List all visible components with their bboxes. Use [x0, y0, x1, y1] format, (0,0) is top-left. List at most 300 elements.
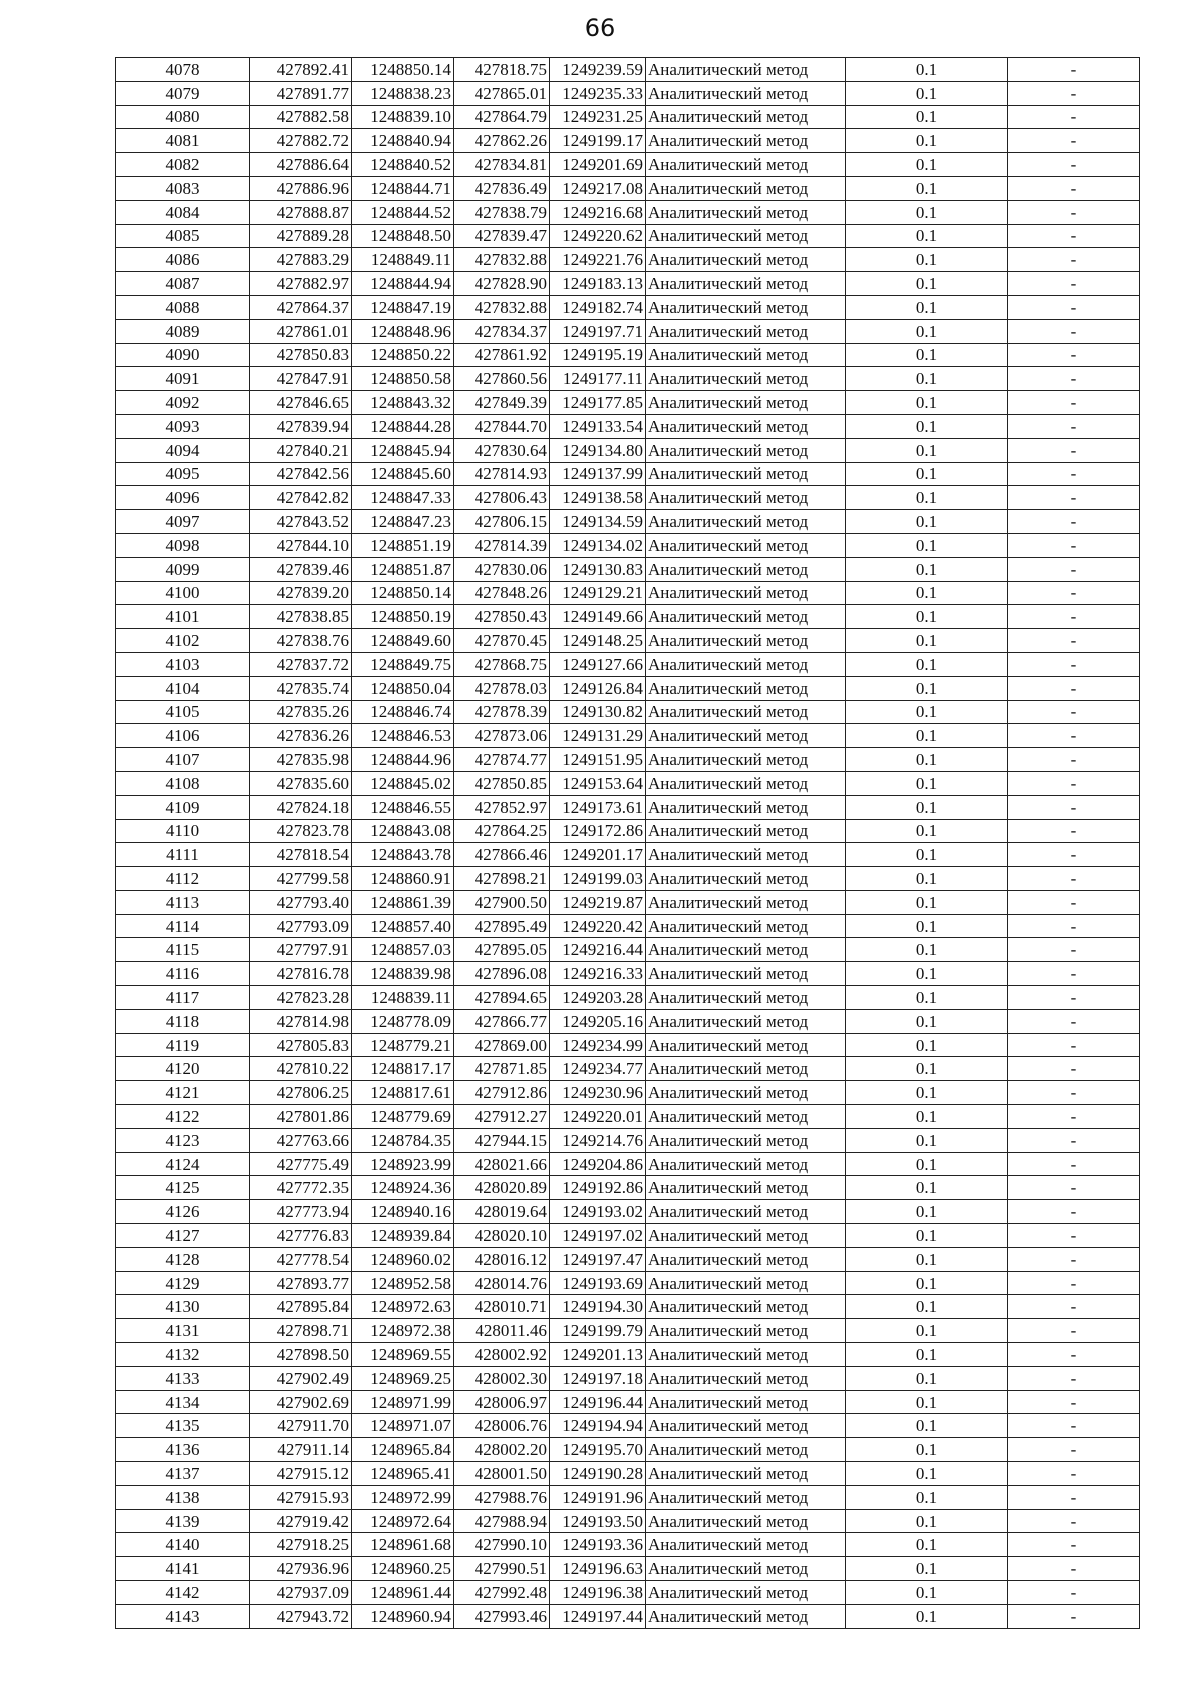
note-cell: - — [1008, 986, 1140, 1010]
point-number-cell: 4086 — [116, 248, 250, 272]
accuracy-cell: 0.1 — [846, 1009, 1008, 1033]
accuracy-cell: 0.1 — [846, 414, 1008, 438]
method-cell: Аналитический метод — [646, 510, 846, 534]
method-cell: Аналитический метод — [646, 486, 846, 510]
point-number-cell: 4138 — [116, 1485, 250, 1509]
table-row — [116, 248, 1140, 272]
y1-cell: 1248972.99 — [352, 1485, 454, 1509]
note-cell: - — [1008, 748, 1140, 772]
method-cell: Аналитический метод — [646, 1533, 846, 1557]
method-cell: Аналитический метод — [646, 319, 846, 343]
x1-cell: 427882.58 — [250, 105, 352, 129]
x2-cell: 427862.26 — [454, 129, 550, 153]
y2-cell: 1249205.16 — [550, 1009, 646, 1033]
x1-cell: 427915.93 — [250, 1485, 352, 1509]
y2-cell: 1249130.82 — [550, 700, 646, 724]
x1-cell: 427937.09 — [250, 1581, 352, 1605]
accuracy-cell: 0.1 — [846, 176, 1008, 200]
accuracy-cell: 0.1 — [846, 1485, 1008, 1509]
accuracy-cell: 0.1 — [846, 1247, 1008, 1271]
point-number-cell: 4111 — [116, 843, 250, 867]
point-number-cell: 4100 — [116, 581, 250, 605]
accuracy-cell: 0.1 — [846, 1081, 1008, 1105]
y1-cell: 1248961.68 — [352, 1533, 454, 1557]
table-row — [116, 319, 1140, 343]
x2-cell: 428021.66 — [454, 1152, 550, 1176]
table-row — [116, 676, 1140, 700]
x2-cell: 427849.39 — [454, 391, 550, 415]
point-number-cell: 4143 — [116, 1604, 250, 1628]
table-row — [116, 1462, 1140, 1486]
point-number-cell: 4141 — [116, 1557, 250, 1581]
x2-cell: 427990.10 — [454, 1533, 550, 1557]
accuracy-cell: 0.1 — [846, 295, 1008, 319]
accuracy-cell: 0.1 — [846, 1105, 1008, 1129]
y1-cell: 1248849.60 — [352, 629, 454, 653]
y2-cell: 1249134.80 — [550, 438, 646, 462]
x1-cell: 427810.22 — [250, 1057, 352, 1081]
accuracy-cell: 0.1 — [846, 391, 1008, 415]
note-cell: - — [1008, 462, 1140, 486]
x2-cell: 427830.64 — [454, 438, 550, 462]
method-cell: Аналитический метод — [646, 248, 846, 272]
y1-cell: 1248849.11 — [352, 248, 454, 272]
y2-cell: 1249193.36 — [550, 1533, 646, 1557]
accuracy-cell: 0.1 — [846, 700, 1008, 724]
note-cell: - — [1008, 1105, 1140, 1129]
y1-cell: 1248851.19 — [352, 533, 454, 557]
x2-cell: 427838.79 — [454, 200, 550, 224]
y1-cell: 1248844.71 — [352, 176, 454, 200]
table-row — [116, 581, 1140, 605]
x2-cell: 427866.77 — [454, 1009, 550, 1033]
y1-cell: 1248846.55 — [352, 795, 454, 819]
note-cell: - — [1008, 81, 1140, 105]
accuracy-cell: 0.1 — [846, 938, 1008, 962]
x2-cell: 428019.64 — [454, 1200, 550, 1224]
note-cell: - — [1008, 914, 1140, 938]
method-cell: Аналитический метод — [646, 605, 846, 629]
accuracy-cell: 0.1 — [846, 843, 1008, 867]
x2-cell: 427874.77 — [454, 748, 550, 772]
point-number-cell: 4098 — [116, 533, 250, 557]
point-number-cell: 4084 — [116, 200, 250, 224]
accuracy-cell: 0.1 — [846, 1604, 1008, 1628]
note-cell: - — [1008, 1390, 1140, 1414]
table-row — [116, 795, 1140, 819]
note-cell: - — [1008, 533, 1140, 557]
method-cell: Аналитический метод — [646, 533, 846, 557]
point-number-cell: 4113 — [116, 890, 250, 914]
x2-cell: 427814.93 — [454, 462, 550, 486]
point-number-cell: 4089 — [116, 319, 250, 343]
note-cell: - — [1008, 1319, 1140, 1343]
x2-cell: 427836.49 — [454, 176, 550, 200]
y2-cell: 1249133.54 — [550, 414, 646, 438]
x2-cell: 428016.12 — [454, 1247, 550, 1271]
method-cell: Аналитический метод — [646, 176, 846, 200]
accuracy-cell: 0.1 — [846, 581, 1008, 605]
coordinates-table — [115, 57, 1140, 1629]
accuracy-cell: 0.1 — [846, 248, 1008, 272]
table-row — [116, 510, 1140, 534]
x2-cell: 427850.85 — [454, 771, 550, 795]
accuracy-cell: 0.1 — [846, 748, 1008, 772]
x2-cell: 427878.39 — [454, 700, 550, 724]
point-number-cell: 4133 — [116, 1366, 250, 1390]
point-number-cell: 4119 — [116, 1033, 250, 1057]
accuracy-cell: 0.1 — [846, 81, 1008, 105]
y2-cell: 1249137.99 — [550, 462, 646, 486]
x2-cell: 427988.76 — [454, 1485, 550, 1509]
x1-cell: 427838.85 — [250, 605, 352, 629]
accuracy-cell: 0.1 — [846, 1414, 1008, 1438]
table-row — [116, 391, 1140, 415]
x1-cell: 427824.18 — [250, 795, 352, 819]
x2-cell: 427814.39 — [454, 533, 550, 557]
point-number-cell: 4081 — [116, 129, 250, 153]
point-number-cell: 4106 — [116, 724, 250, 748]
x1-cell: 427839.46 — [250, 557, 352, 581]
x2-cell: 427830.06 — [454, 557, 550, 581]
point-number-cell: 4102 — [116, 629, 250, 653]
note-cell: - — [1008, 724, 1140, 748]
x2-cell: 427900.50 — [454, 890, 550, 914]
accuracy-cell: 0.1 — [846, 890, 1008, 914]
x1-cell: 427886.96 — [250, 176, 352, 200]
y2-cell: 1249199.03 — [550, 867, 646, 891]
y1-cell: 1248847.33 — [352, 486, 454, 510]
note-cell: - — [1008, 1152, 1140, 1176]
y1-cell: 1248850.14 — [352, 581, 454, 605]
x2-cell: 427898.21 — [454, 867, 550, 891]
accuracy-cell: 0.1 — [846, 1343, 1008, 1367]
x1-cell: 427943.72 — [250, 1604, 352, 1628]
accuracy-cell: 0.1 — [846, 1057, 1008, 1081]
note-cell: - — [1008, 795, 1140, 819]
table-row — [116, 1105, 1140, 1129]
table-row — [116, 1033, 1140, 1057]
accuracy-cell: 0.1 — [846, 58, 1008, 82]
method-cell: Аналитический метод — [646, 962, 846, 986]
point-number-cell: 4078 — [116, 58, 250, 82]
note-cell: - — [1008, 867, 1140, 891]
point-number-cell: 4095 — [116, 462, 250, 486]
method-cell: Аналитический метод — [646, 1581, 846, 1605]
y2-cell: 1249216.68 — [550, 200, 646, 224]
method-cell: Аналитический метод — [646, 391, 846, 415]
x1-cell: 427835.26 — [250, 700, 352, 724]
note-cell: - — [1008, 153, 1140, 177]
accuracy-cell: 0.1 — [846, 1462, 1008, 1486]
y1-cell: 1248940.16 — [352, 1200, 454, 1224]
y2-cell: 1249151.95 — [550, 748, 646, 772]
method-cell: Аналитический метод — [646, 724, 846, 748]
x2-cell: 427868.75 — [454, 652, 550, 676]
point-number-cell: 4101 — [116, 605, 250, 629]
method-cell: Аналитический метод — [646, 1390, 846, 1414]
method-cell: Аналитический метод — [646, 224, 846, 248]
note-cell: - — [1008, 890, 1140, 914]
x1-cell: 427775.49 — [250, 1152, 352, 1176]
x1-cell: 427839.94 — [250, 414, 352, 438]
y1-cell: 1248849.75 — [352, 652, 454, 676]
accuracy-cell: 0.1 — [846, 819, 1008, 843]
y2-cell: 1249197.47 — [550, 1247, 646, 1271]
x1-cell: 427793.40 — [250, 890, 352, 914]
table-row — [116, 129, 1140, 153]
point-number-cell: 4135 — [116, 1414, 250, 1438]
method-cell: Аналитический метод — [646, 1105, 846, 1129]
point-number-cell: 4115 — [116, 938, 250, 962]
y2-cell: 1249239.59 — [550, 58, 646, 82]
accuracy-cell: 0.1 — [846, 1509, 1008, 1533]
method-cell: Аналитический метод — [646, 890, 846, 914]
table-row — [116, 1604, 1140, 1628]
table-row — [116, 1366, 1140, 1390]
accuracy-cell: 0.1 — [846, 533, 1008, 557]
note-cell: - — [1008, 224, 1140, 248]
table-row — [116, 605, 1140, 629]
point-number-cell: 4109 — [116, 795, 250, 819]
table-row — [116, 986, 1140, 1010]
table-row — [116, 1152, 1140, 1176]
x1-cell: 427882.97 — [250, 272, 352, 296]
table-row — [116, 200, 1140, 224]
note-cell: - — [1008, 1557, 1140, 1581]
x2-cell: 428002.92 — [454, 1343, 550, 1367]
x2-cell: 428020.89 — [454, 1176, 550, 1200]
point-number-cell: 4080 — [116, 105, 250, 129]
point-number-cell: 4108 — [116, 771, 250, 795]
accuracy-cell: 0.1 — [846, 1271, 1008, 1295]
x2-cell: 428010.71 — [454, 1295, 550, 1319]
y2-cell: 1249231.25 — [550, 105, 646, 129]
x2-cell: 427832.88 — [454, 295, 550, 319]
accuracy-cell: 0.1 — [846, 652, 1008, 676]
table-row — [116, 224, 1140, 248]
table-row — [116, 414, 1140, 438]
method-cell: Аналитический метод — [646, 295, 846, 319]
method-cell: Аналитический метод — [646, 438, 846, 462]
note-cell: - — [1008, 1414, 1140, 1438]
note-cell: - — [1008, 1247, 1140, 1271]
x1-cell: 427773.94 — [250, 1200, 352, 1224]
method-cell: Аналитический метод — [646, 200, 846, 224]
accuracy-cell: 0.1 — [846, 1533, 1008, 1557]
x1-cell: 427843.52 — [250, 510, 352, 534]
y1-cell: 1248839.10 — [352, 105, 454, 129]
method-cell: Аналитический метод — [646, 581, 846, 605]
x2-cell: 428014.76 — [454, 1271, 550, 1295]
y1-cell: 1248846.53 — [352, 724, 454, 748]
table-row — [116, 1200, 1140, 1224]
x2-cell: 428001.50 — [454, 1462, 550, 1486]
method-cell: Аналитический метод — [646, 1176, 846, 1200]
accuracy-cell: 0.1 — [846, 486, 1008, 510]
y2-cell: 1249190.28 — [550, 1462, 646, 1486]
x2-cell: 427870.45 — [454, 629, 550, 653]
point-number-cell: 4117 — [116, 986, 250, 1010]
y1-cell: 1248844.52 — [352, 200, 454, 224]
y2-cell: 1249183.13 — [550, 272, 646, 296]
accuracy-cell: 0.1 — [846, 629, 1008, 653]
y1-cell: 1248857.03 — [352, 938, 454, 962]
x1-cell: 427918.25 — [250, 1533, 352, 1557]
note-cell: - — [1008, 272, 1140, 296]
note-cell: - — [1008, 1604, 1140, 1628]
method-cell: Аналитический метод — [646, 1414, 846, 1438]
method-cell: Аналитический метод — [646, 652, 846, 676]
note-cell: - — [1008, 1033, 1140, 1057]
y1-cell: 1248960.25 — [352, 1557, 454, 1581]
note-cell: - — [1008, 1462, 1140, 1486]
point-number-cell: 4126 — [116, 1200, 250, 1224]
method-cell: Аналитический метод — [646, 795, 846, 819]
point-number-cell: 4087 — [116, 272, 250, 296]
accuracy-cell: 0.1 — [846, 105, 1008, 129]
x1-cell: 427816.78 — [250, 962, 352, 986]
accuracy-cell: 0.1 — [846, 1224, 1008, 1248]
accuracy-cell: 0.1 — [846, 367, 1008, 391]
method-cell: Аналитический метод — [646, 1485, 846, 1509]
note-cell: - — [1008, 510, 1140, 534]
y2-cell: 1249149.66 — [550, 605, 646, 629]
x2-cell: 427990.51 — [454, 1557, 550, 1581]
x1-cell: 427837.72 — [250, 652, 352, 676]
note-cell: - — [1008, 1581, 1140, 1605]
method-cell: Аналитический метод — [646, 1295, 846, 1319]
method-cell: Аналитический метод — [646, 914, 846, 938]
accuracy-cell: 0.1 — [846, 914, 1008, 938]
accuracy-cell: 0.1 — [846, 1128, 1008, 1152]
table-row — [116, 1009, 1140, 1033]
accuracy-cell: 0.1 — [846, 1319, 1008, 1343]
y1-cell: 1248850.04 — [352, 676, 454, 700]
note-cell: - — [1008, 58, 1140, 82]
accuracy-cell: 0.1 — [846, 867, 1008, 891]
table-row — [116, 438, 1140, 462]
accuracy-cell: 0.1 — [846, 319, 1008, 343]
table-row — [116, 962, 1140, 986]
y1-cell: 1248960.94 — [352, 1604, 454, 1628]
x1-cell: 427898.71 — [250, 1319, 352, 1343]
y1-cell: 1248924.36 — [352, 1176, 454, 1200]
y1-cell: 1248923.99 — [352, 1152, 454, 1176]
accuracy-cell: 0.1 — [846, 771, 1008, 795]
note-cell: - — [1008, 962, 1140, 986]
y2-cell: 1249199.79 — [550, 1319, 646, 1343]
method-cell: Аналитический метод — [646, 629, 846, 653]
point-number-cell: 4127 — [116, 1224, 250, 1248]
y2-cell: 1249182.74 — [550, 295, 646, 319]
note-cell: - — [1008, 414, 1140, 438]
y1-cell: 1248972.64 — [352, 1509, 454, 1533]
note-cell: - — [1008, 1533, 1140, 1557]
y2-cell: 1249214.76 — [550, 1128, 646, 1152]
accuracy-cell: 0.1 — [846, 510, 1008, 534]
y1-cell: 1248848.50 — [352, 224, 454, 248]
table-row — [116, 1438, 1140, 1462]
point-number-cell: 4121 — [116, 1081, 250, 1105]
accuracy-cell: 0.1 — [846, 1557, 1008, 1581]
x1-cell: 427892.41 — [250, 58, 352, 82]
note-cell: - — [1008, 1509, 1140, 1533]
method-cell: Аналитический метод — [646, 1152, 846, 1176]
y2-cell: 1249220.01 — [550, 1105, 646, 1129]
point-number-cell: 4123 — [116, 1128, 250, 1152]
table-row — [116, 462, 1140, 486]
accuracy-cell: 0.1 — [846, 962, 1008, 986]
x2-cell: 427873.06 — [454, 724, 550, 748]
note-cell: - — [1008, 1295, 1140, 1319]
y1-cell: 1248840.52 — [352, 153, 454, 177]
y1-cell: 1248846.74 — [352, 700, 454, 724]
x1-cell: 427902.49 — [250, 1366, 352, 1390]
note-cell: - — [1008, 176, 1140, 200]
x1-cell: 427835.60 — [250, 771, 352, 795]
method-cell: Аналитический метод — [646, 819, 846, 843]
x2-cell: 428020.10 — [454, 1224, 550, 1248]
point-number-cell: 4096 — [116, 486, 250, 510]
point-number-cell: 4142 — [116, 1581, 250, 1605]
x1-cell: 427895.84 — [250, 1295, 352, 1319]
point-number-cell: 4129 — [116, 1271, 250, 1295]
y1-cell: 1248861.39 — [352, 890, 454, 914]
y2-cell: 1249194.30 — [550, 1295, 646, 1319]
accuracy-cell: 0.1 — [846, 724, 1008, 748]
point-number-cell: 4140 — [116, 1533, 250, 1557]
table-row — [116, 1057, 1140, 1081]
y2-cell: 1249199.17 — [550, 129, 646, 153]
x1-cell: 427842.82 — [250, 486, 352, 510]
note-cell: - — [1008, 1438, 1140, 1462]
note-cell: - — [1008, 129, 1140, 153]
point-number-cell: 4083 — [116, 176, 250, 200]
x1-cell: 427763.66 — [250, 1128, 352, 1152]
y1-cell: 1248843.32 — [352, 391, 454, 415]
x1-cell: 427850.83 — [250, 343, 352, 367]
table-row — [116, 272, 1140, 296]
point-number-cell: 4085 — [116, 224, 250, 248]
table-row — [116, 914, 1140, 938]
method-cell: Аналитический метод — [646, 343, 846, 367]
x1-cell: 427893.77 — [250, 1271, 352, 1295]
x2-cell: 427944.15 — [454, 1128, 550, 1152]
x2-cell: 427988.94 — [454, 1509, 550, 1533]
note-cell: - — [1008, 486, 1140, 510]
note-cell: - — [1008, 1200, 1140, 1224]
y1-cell: 1248845.60 — [352, 462, 454, 486]
x2-cell: 427878.03 — [454, 676, 550, 700]
x1-cell: 427919.42 — [250, 1509, 352, 1533]
accuracy-cell: 0.1 — [846, 272, 1008, 296]
method-cell: Аналитический метод — [646, 1557, 846, 1581]
x1-cell: 427823.78 — [250, 819, 352, 843]
x1-cell: 427839.20 — [250, 581, 352, 605]
y2-cell: 1249219.87 — [550, 890, 646, 914]
table-row — [116, 81, 1140, 105]
table-row — [116, 1081, 1140, 1105]
y2-cell: 1249193.69 — [550, 1271, 646, 1295]
accuracy-cell: 0.1 — [846, 795, 1008, 819]
method-cell: Аналитический метод — [646, 557, 846, 581]
method-cell: Аналитический метод — [646, 414, 846, 438]
accuracy-cell: 0.1 — [846, 224, 1008, 248]
x1-cell: 427806.25 — [250, 1081, 352, 1105]
note-cell: - — [1008, 1366, 1140, 1390]
y2-cell: 1249191.96 — [550, 1485, 646, 1509]
